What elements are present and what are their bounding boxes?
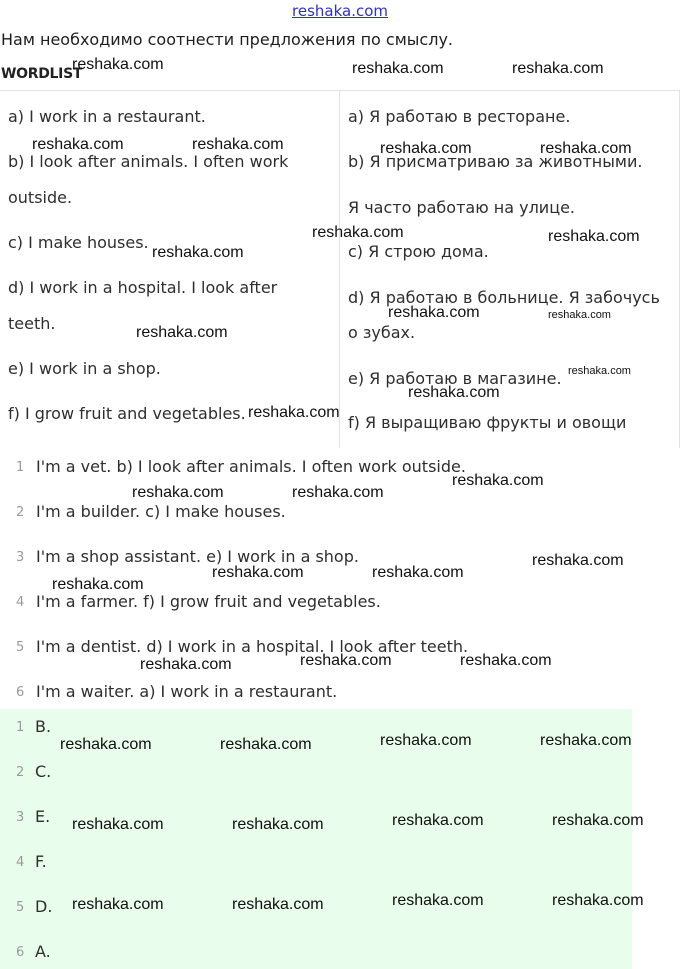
watermark: reshaka.com (408, 384, 500, 401)
watermark: reshaka.com (212, 564, 304, 581)
watermark: reshaka.com (540, 732, 632, 749)
watermark: reshaka.com (220, 736, 312, 753)
watermark: reshaka.com (392, 812, 484, 829)
watermark: reshaka.com (388, 304, 480, 321)
answer-item: B. (35, 717, 52, 736)
wordlist-right-line: e) Я работаю в магазине. (348, 369, 562, 388)
exercise-number: 6 (16, 685, 25, 700)
watermark: reshaka.com (72, 56, 164, 73)
instruction-text: Нам необходимо соотнести предложения по смыслу. (1, 30, 453, 49)
watermark: reshaka.com (72, 896, 164, 913)
answer-number: 6 (16, 945, 25, 960)
watermark: reshaka.com (548, 228, 640, 245)
answer-item: E. (35, 807, 51, 826)
exercise-number: 1 (16, 460, 25, 475)
exercise-item: I'm a dentist. d) I work in a hospital. I look after teeth. (36, 637, 469, 656)
watermark: reshaka.com (52, 576, 144, 593)
exercise-item: I'm a farmer. f) I grow fruit and vegetables. (36, 592, 381, 611)
watermark: reshaka.com (132, 484, 224, 501)
watermark: reshaka.com (552, 812, 644, 829)
watermark: reshaka.com (460, 652, 552, 669)
wordlist-left-line: outside. (8, 188, 73, 207)
exercise-number: 4 (16, 595, 25, 610)
watermark: reshaka.com (540, 140, 632, 157)
answer-item: D. (35, 897, 53, 916)
watermark: reshaka.com (72, 816, 164, 833)
watermark: reshaka.com (380, 140, 472, 157)
watermark: reshaka.com (248, 404, 340, 421)
watermark: reshaka.com (32, 136, 124, 153)
answer-number: 2 (16, 765, 25, 780)
wordlist-left-line: teeth. (8, 314, 56, 333)
exercise-number: 5 (16, 640, 25, 655)
answer-number: 5 (16, 900, 25, 915)
watermark: reshaka.com (548, 309, 611, 321)
watermark: reshaka.com (232, 816, 324, 833)
watermark: reshaka.com (152, 244, 244, 261)
watermark: reshaka.com (192, 136, 284, 153)
watermark: reshaka.com (312, 224, 404, 241)
wordlist-left-line: d) I work in a hospital. I look after (8, 278, 278, 297)
wordlist-title: WORDLIST (1, 66, 83, 82)
watermark: reshaka.com (136, 324, 228, 341)
wordlist-right-line: Я часто работаю на улице. (348, 198, 576, 217)
exercise-item: I'm a builder. c) I make houses. (36, 502, 286, 521)
watermark: reshaka.com (60, 736, 152, 753)
watermark: reshaka.com (552, 892, 644, 909)
watermark: reshaka.com (532, 552, 624, 569)
wordlist-right-line: c) Я строю дома. (348, 242, 489, 261)
exercise-item: I'm a waiter. a) I work in a restaurant. (36, 682, 338, 701)
wordlist-right-line: f) Я выращиваю фрукты и овощи (348, 413, 627, 432)
watermark: reshaka.com (392, 892, 484, 909)
answer-item: C. (35, 762, 52, 781)
watermark: reshaka.com (292, 484, 384, 501)
exercise-item: I'm a vet. b) I look after animals. I often work outside. (36, 457, 466, 476)
answer-item: A. (35, 942, 51, 961)
exercise-number: 2 (16, 505, 25, 520)
answer-item: F. (35, 852, 47, 871)
wordlist-column-divider (339, 90, 340, 448)
watermark: reshaka.com (140, 656, 232, 673)
watermark: reshaka.com (512, 60, 604, 77)
answer-number: 4 (16, 855, 25, 870)
wordlist-left-line: e) I work in a shop. (8, 359, 161, 378)
watermark: reshaka.com (568, 365, 631, 377)
wordlist-right-line: о зубах. (348, 323, 416, 342)
wordlist-left-line: f) I grow fruit and vegetables. (8, 404, 246, 423)
watermark: reshaka.com (352, 60, 444, 77)
site-header-link[interactable]: reshaka.com (292, 2, 388, 20)
wordlist-right-line: b) Я присматриваю за животными. (348, 152, 643, 171)
watermark: reshaka.com (232, 896, 324, 913)
exercise-number: 3 (16, 550, 25, 565)
watermark: reshaka.com (300, 652, 392, 669)
wordlist-left-line: c) I make houses. (8, 233, 149, 252)
wordlist-right-line: d) Я работаю в больнице. Я забочусь (348, 288, 660, 307)
watermark: reshaka.com (372, 564, 464, 581)
wordlist-left-line: a) I work in a restaurant. (8, 107, 206, 126)
wordlist-left-line: b) I look after animals. I often work (8, 152, 289, 171)
answer-number: 1 (16, 720, 25, 735)
watermark: reshaka.com (380, 732, 472, 749)
answer-number: 3 (16, 810, 25, 825)
watermark: reshaka.com (452, 472, 544, 489)
exercise-item: I'm a shop assistant. e) I work in a shop. (36, 547, 359, 566)
wordlist-right-line: a) Я работаю в ресторане. (348, 107, 571, 126)
